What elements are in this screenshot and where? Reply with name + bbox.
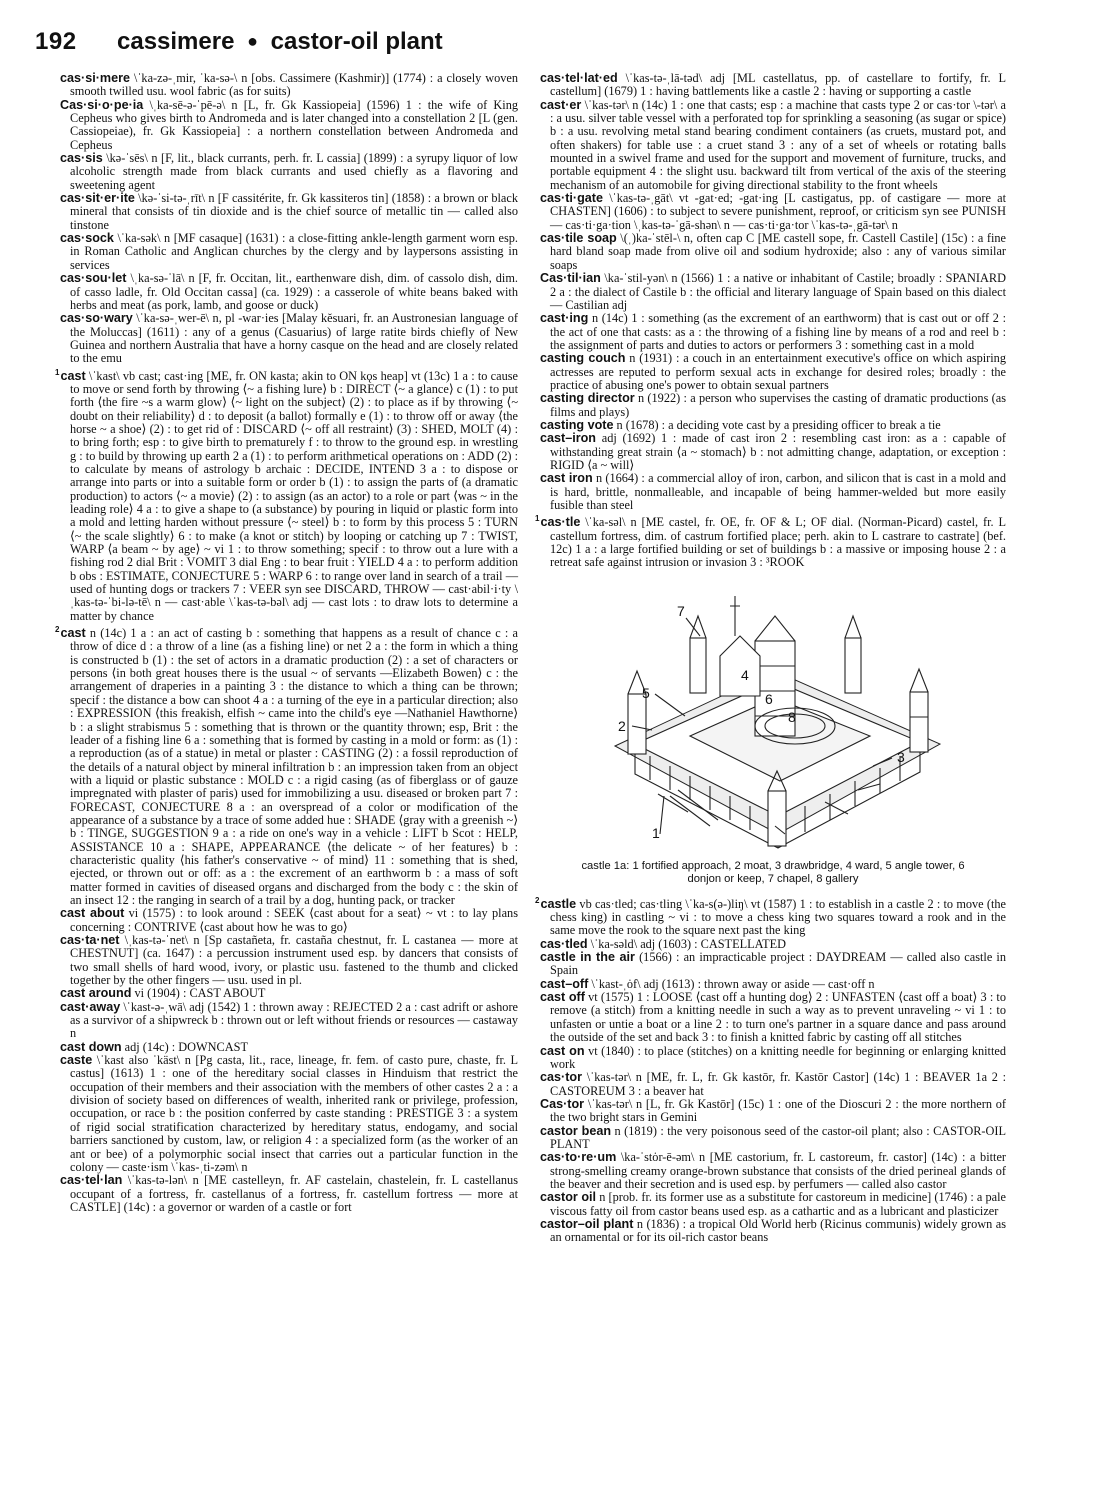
- entry-headword: cas·sock: [60, 231, 114, 246]
- dictionary-entry: [540, 272, 1006, 312]
- dictionary-entry: [540, 951, 1006, 978]
- entry-headword: cast–iron: [540, 431, 596, 446]
- entry-headword: cas·tel·lat·ed: [540, 71, 618, 85]
- entry-definition: \ˈka-sək\ n [MF casaque] (1631) : a close-fitting ankle-length garment worn esp. in Roman Catholic and Anglican churches by the clergy and by laypersons assisting in services: [70, 231, 518, 272]
- entry-headword: castle: [540, 896, 577, 911]
- figure-label-2: 2: [618, 717, 626, 734]
- dictionary-entry: [60, 934, 518, 987]
- entry-definition: n (1931) : a couch in an entertainment executive's office on which aspiring actresses are reputed to perform sexual acts in exchange for desired roles; broadly : the practice of abusing one's power to obtain sexual partners: [550, 351, 1006, 392]
- dictionary-entry: [540, 991, 1006, 1044]
- entry-definition: \ˈkast\ vb cast; cast·ing [ME, fr. ON kasta; akin to ON kǫs heap] vt (13c) 1 a : to cause to move or send forth by throwing ⟨~ a fishing lure⟩ b : DIRECT ⟨~ a glance⟩ c (1) : to put forth ⟨the fire ~s a warm glow⟩ ⟨~ light on the subject⟩ (2) : to place as if by throwing ⟨~ doubt on their reliability⟩ d : to deposit (a ballot) formally e (1) : to throw off or away ⟨the horse ~ a shoe⟩ (2) : to get rid of : DISCARD ⟨~ off all restraint⟩ (3) : SHED, MOLT (4) : to bring forth; esp : to give birth to prematurely f : to throw to the ground esp. in wrestling g : to build by throwing up earth 2 a (1) : to perform arithmetical operations on : ADD (2) : to calculate by means of astrology b archaic : DECIDE, INTEND 3 a : to dispose or arrange into parts or into a suitable form or order b (1) : to assign the parts of (a dramatic production) to actors ⟨~ a movie⟩ (2) : to assign (as an actor) to a role or part ⟨was ~ in the leading role⟩ 4 a : to give a shape to (a substance) by pouring in liquid or plastic form into a mold and letting harden without pressure ⟨~ steel⟩ b : to form by this process 5 : TURN ⟨~ the scale slightly⟩ 6 : to make (a knot or stitch) by looping or catching up 7 : TWIST, WARP ⟨a beam ~ by age⟩ ~ vi 1 : to throw something; specif : to throw out a lure with a fishing rod 2 dial Brit : VOMIT 3 dial Eng : to bear fruit : YIELD 4 a : to perform addition b obs : ESTIMATE, CONJECTURE 5 : WARP 6 : to range over land in search of a trail — used of hunting dogs or trackers 7 : VEER syn see DISCARD, THROW — cast·abil·i·ty \ˌkas-tə-ˈbi-lə-tē\ n — cast·able \ˈkas-tə-bəl\ adj — cast lots : to draw lots to determine a matter by chance: [70, 368, 518, 623]
- entry-headword: cast: [60, 368, 86, 383]
- dictionary-entry: [540, 1098, 1006, 1125]
- entry-headword: cas·so·wary: [60, 311, 133, 326]
- running-header: [35, 28, 1070, 68]
- dictionary-entry: [540, 419, 1006, 432]
- entry-headword: cas·tle: [540, 515, 581, 530]
- entry-definition: n (1922) : a person who supervises the casting of dramatic productions (as films and plays): [550, 391, 1006, 419]
- entry-headword: castor oil: [540, 1190, 597, 1205]
- homograph-number: 1: [535, 514, 540, 524]
- entry-headword: cas·ti·gate: [540, 191, 603, 206]
- entry-definition: \ˈkast-ə-ˌwā\ adj (1542) 1 : thrown away : REJECTED 2 a : cast adrift or ashore as a survivor of a shipwreck b : thrown out or left without friends or resources — castaway n: [70, 999, 518, 1041]
- entry-headword: castor bean: [540, 1123, 612, 1138]
- entry-definition: n (14c) 1 a : an act of casting b : something that happens as a result of chance c : a throw of dice d : a throw of a line (as a fishing line) or net 2 a : the form in which a thing is constructed b (1) : the set of actors in a dramatic production (2) : a set of characters or persons ⟨in both great houses there is the usual ~ of servants —Elizabeth Bowen⟩ c : the arrangement of draperies in a painting 3 : the distance to which a thing can be thrown; specif : the distance a bow can shoot 4 a : a turning of the eye in a particular direction; also : EXPRESSION ⟨this freakish, elfish ~ came into the child's eye —Nathaniel Hawthorne⟩ b : a slight strabismus 5 : something that is thrown or the quantity thrown; esp, Brit : the leader of a fishing line 6 a : something that is formed by casting in a mold or form: as (1) : a reproduction (as of a statue) in metal or plaster : CASTING (2) : a fossil reproduction of the details of a natural object by mineral infiltration b : an impression taken from an object with a liquid or plastic substance : MOLD c : a rigid casing (as of fiberglass or of gauze impregnated with plaster of paris) used for immobilizing a usu. diseased or broken part 7 : FORECAST, CONJECTURE 8 a : an overspread of a color or modification of the appearance of a substance by a trace of some added hue : SHADE ⟨gray with a greenish ~⟩ b : TINGE, SUGGESTION 9 a : a ride on one's way in a vehicle : LIFT b Scot : HELP, ASSISTANCE 10 a : SHAPE, APPEARANCE ⟨the delicate ~ of her features⟩ b : characteristic quality ⟨his father's conservative ~ of mind⟩ 11 : something that is shed, ejected, or thrown out or off: as a : the excrement of an earthworm b : a mass of soft matter formed in cavities of diseased organs and discharged from the body c : the skin of an insect 12 : the ranging in search of a trail by a dog, hunting pack, or tracker: [70, 626, 518, 907]
- entry-definition: \ˌka-sē-ə-ˈpē-ə\ n [L, fr. Gk Kassiopeia] (1596) 1 : the wife of King Cepheus who gives birth to Andromeda and is later changed into a constellation 2 [L (gen. Cassiopeiae), fr. Gk Kassiopeia] : a northern constellation between Andromeda and Cepheus: [70, 97, 518, 152]
- entry-headword: cas·ta·net: [60, 933, 120, 947]
- dictionary-entry: [540, 1125, 1006, 1152]
- entry-headword: castle in the air: [540, 950, 635, 965]
- entry-headword: cas·tor: [540, 1070, 582, 1085]
- entry-definition: \ˈka-sə-ˌwer-ē\ n, pl -war·ies [Malay kĕsuari, fr. an Austronesian language of the Moluccas] (1611) : any of a genus (Casuarius) of large ratite birds chiefly of New Guinea and northern Australia that have a horny casque on the head and are closely related to the emu: [70, 311, 518, 366]
- entry-headword: cas·sou·let: [60, 271, 127, 286]
- dictionary-entry: [60, 987, 518, 1000]
- right-column-bottom-entries: [535, 894, 1007, 1245]
- entry-headword: cas·tile soap: [540, 231, 617, 246]
- entry-headword: casting couch: [540, 351, 626, 366]
- entry-definition: \ˈkas-tə-ˌgāt\ vt -gat·ed; -gat·ing [L castigatus, pp. of castigare — more at CHASTEN] (1606) : to subject to severe punishment, reproof, or criticism syn see PUNISH — cas·ti·ga·tion \ˌkas-tə-ˈgā-shən\ n — cas·ti·ga·tor \ˈkas-tə-ˌgā-tər\ n: [550, 191, 1006, 232]
- figure-label-1: 1: [652, 824, 660, 841]
- entry-headword: cas·tled: [540, 936, 588, 951]
- entry-definition: n [prob. fr. its former use as a substitute for castoreum in medicine] (1746) : a pale viscous fatty oil from castor beans used esp. as a cathartic and as a lubricant and plasticizer: [550, 1190, 1006, 1218]
- entry-definition: \ˈkas-tər\ n [L, fr. Gk Kastōr] (15c) 1 : one of the Dioscuri 2 : the more northern of the two bright stars in Gemini: [550, 1096, 1006, 1125]
- dictionary-entry: [60, 99, 518, 152]
- figure-label-5: 5: [642, 684, 650, 701]
- dictionary-entry: [60, 312, 518, 365]
- dictionary-entry: [60, 272, 518, 312]
- entry-headword: Cas·tor: [540, 1096, 585, 1111]
- dictionary-entry: [540, 312, 1006, 352]
- entry-definition: \ˈkas-tər\ n (14c) 1 : one that casts; esp : a machine that casts type 2 or cas·tor \-tər\ a : a usu. silver table vessel with a perforated top for sprinkling a seasoning (as sugar or spice) b : a usu. revolving metal stand bearing condiment containers (as cruets, mustard pot, and often shakers) for table use : a cruet stand 3 : any of a set of wheels or rotating balls mounted in a swivel frame and used for the support and movement of furniture, trucks, and portable equipment 4 : the slight usu. backward tilt from vertical of the axis of the steering mechanism of an automobile for giving directional stability to the front wheels: [550, 97, 1006, 192]
- entry-definition: \kə-ˈsi-tə-ˌrīt\ n [F cassitérite, fr. Gk kassiteros tin] (1858) : a brown or black mineral that consists of tin dioxide and is the chief source of metallic tin — called also tinstone: [70, 191, 518, 232]
- castle-illustration: [540, 576, 1006, 858]
- entry-definition: \ˈkast-ˌȯf\ adj (1613) : thrown away or aside — cast·off n: [588, 976, 875, 991]
- left-column: [55, 71, 518, 1490]
- entry-definition: n (1819) : the very poisonous seed of the castor-oil plant; also : CASTOR-OIL PLANT: [550, 1123, 1006, 1151]
- entry-definition: vt (1575) 1 : LOOSE ⟨cast off a hunting dog⟩ 2 : UNFASTEN ⟨cast off a boat⟩ 3 : to remove (a stitch) from a knitting needle in such a way as to prevent unraveling ~ vi 1 : to unfasten or untie a boat or a line 2 : to turn one's partner in a square dance and pass around the outside of the set and back 3 : to finish a knitted fabric by casting off all stitches: [550, 990, 1006, 1045]
- entry-definition: \ˈka-zə-ˌmir, ˈka-sə-\ n [obs. Cassimere (Kashmir)] (1774) : a closely woven smooth twilled usu. wool fabric (as for suits): [70, 71, 518, 99]
- entry-headword: cast iron: [540, 471, 593, 486]
- guide-word-last: castor-oil plant: [270, 28, 443, 55]
- dictionary-entry: [540, 392, 1006, 419]
- entry-definition: \ˈkas-tə-ˌlā-təd\ adj [ML castellatus, pp. of castellare to fortify, fr. L castellum] (1679) 1 : having battlements like a castle 2 : having or supporting a castle: [550, 71, 1006, 99]
- entry-headword: cas·sis: [60, 151, 103, 166]
- entry-definition: vt (1840) : to place (stitches) on a knitting needle for beginning or enlarging knitted work: [550, 1043, 1006, 1071]
- dictionary-entry: [60, 1001, 518, 1041]
- entry-headword: casting director: [540, 391, 635, 406]
- right-column: [535, 71, 1007, 1490]
- figure-label-3: 3: [897, 748, 905, 765]
- dictionary-entry: [540, 99, 1006, 192]
- entry-definition: n (1836) : a tropical Old World herb (Ricinus communis) widely grown as an ornamental or for its oil-rich castor beans: [550, 1216, 1007, 1245]
- dictionary-entry: [60, 72, 518, 99]
- dictionary-entry: [55, 366, 518, 624]
- homograph-number: 2: [55, 625, 60, 635]
- figure-label-7: 7: [677, 602, 685, 619]
- entry-definition: (1566) : an impracticable project : DAYDREAM — called also castle in Spain: [550, 950, 1006, 978]
- entry-headword: cast·away: [60, 999, 121, 1014]
- entry-definition: \ˈka-səld\ adj (1603) : CASTELLATED: [587, 936, 787, 951]
- dictionary-entry: [60, 192, 518, 232]
- dictionary-entry: [540, 1191, 1006, 1218]
- dictionary-entry: [60, 1174, 518, 1214]
- homograph-number: 1: [55, 367, 60, 377]
- entry-headword: Cas·til·ian: [540, 271, 601, 286]
- right-column-top-entries: [535, 71, 1006, 570]
- entry-definition: adj (1692) 1 : made of cast iron 2 : resembling cast iron: as a : capable of withstanding great strain ⟨a ~ stomach⟩ b : not admitting change, adaptation, or exception : RIGID ⟨a ~ will⟩: [550, 431, 1006, 472]
- entry-definition: adj (14c) : DOWNCAST: [121, 1039, 248, 1054]
- entry-headword: cast–off: [540, 976, 589, 991]
- guide-word-first: cassimere: [117, 28, 235, 55]
- dictionary-entry: [55, 623, 518, 907]
- entry-definition: \ˌkas-tə-ˈnet\ n [Sp castañeta, fr. castaña chestnut, fr. L castanea — more at CHESTNUT] (ca. 1647) : a percussion instrument used esp. by dancers that consists of two small shells of hard wood, ivory, or plastic usu. fastened to the thumb and clicked together by the other fingers — usu. used in pl.: [70, 933, 518, 988]
- dictionary-entry: [60, 232, 518, 272]
- dictionary-entry: [540, 1045, 1006, 1072]
- entry-definition: n (1664) : a commercial alloy of iron, carbon, and silicon that is cast in a mold and is hard, brittle, nonmalleable, and incapable of being hammer-welded but more easily fusible than steel: [550, 471, 1006, 512]
- entry-headword: caste: [60, 1053, 93, 1068]
- figure-label-6: 6: [765, 690, 773, 707]
- entry-definition: \ˌka-sə-ˈlā\ n [F, fr. Occitan, lit., earthenware dish, dim. of cassolo dish, dim. of casso ladle, fr. Old Occitan cassa] (ca. 1929) : a casserole of white beans baked with herbs and meat (as pork, lamb, and goose or duck): [70, 271, 518, 312]
- dictionary-entry: [540, 978, 1006, 991]
- entry-definition: n (1678) : a deciding vote cast by a presiding officer to break a tie: [613, 417, 941, 432]
- entry-definition: \kə-ˈsēs\ n [F, lit., black currants, perh. fr. L cassia] (1899) : a syrupy liquor of low alcoholic strength made from black currants and used chiefly as a flavoring and sweetening agent: [70, 151, 518, 192]
- entry-headword: cast·er: [540, 97, 582, 112]
- castle-drawing: [540, 576, 1006, 858]
- entry-headword: Cas·si·o·pe·ia: [60, 97, 144, 112]
- guide-separator: ●: [247, 31, 258, 51]
- entry-headword: cast: [60, 626, 86, 641]
- entry-headword: casting vote: [540, 417, 614, 432]
- entry-definition: \ˈkast also ˈkäst\ n [Pg casta, lit., race, lineage, fr. fem. of casto pure, chaste, fr. L castus] (1613) 1 : one of the hereditary social classes in Hinduism that restrict the occupation of their members and their association with the members of other castes 2 a : a division of society based on differences of wealth, inherited rank or privilege, profession, occupation, or race b : the position conferred by caste standing : PRESTIGE 3 : a system of rigid social stratification characterized by hereditary status, endogamy, and social barriers sanctioned by custom, law, or religion 4 : a specialized form (as the worker of an ant or bee) of a polymorphic social insect that carries out a particular function in the colony — caste·ism \ˈkas-ˌti-zəm\ n: [70, 1053, 518, 1174]
- dictionary-entry: [60, 907, 518, 934]
- entry-headword: cast on: [540, 1043, 585, 1058]
- entry-headword: cast around: [60, 986, 132, 1001]
- page-number: 192: [35, 28, 77, 55]
- entry-definition: \ka-ˈstȯr-ē-əm\ n [ME castorium, fr. L castoreum, fr. castor] (14c) : a bitter strong-smelling creamy orange-brown substance that consists of the dried perineal glands of the beaver and their secretion and is used esp. by perfumers — called also castor: [550, 1150, 1006, 1191]
- dictionary-entry: [535, 894, 1006, 938]
- entry-headword: cas·sit·er·ite: [60, 191, 135, 206]
- entry-headword: cas·si·mere: [60, 71, 131, 85]
- entry-definition: \(ˌ)ka-ˈstēl-\ n, often cap C [ME castell sope, fr. Castell Castile] (15c) : a fine hard bland soap made from olive oil and sodium hydroxide; also : any of various similar soaps: [550, 231, 1006, 272]
- entry-headword: castor–oil plant: [540, 1216, 634, 1231]
- dictionary-entry: [540, 938, 1006, 951]
- figure-caption: castle 1a: 1 fortified approach, 2 moat, 3 drawbridge, 4 ward, 5 angle tower, 6 donjon or keep, 7 chapel, 8 gallery: [581, 859, 965, 885]
- entry-headword: cas·to·re·um: [540, 1150, 617, 1165]
- dictionary-entry: [60, 1041, 518, 1054]
- entry-headword: cast off: [540, 990, 585, 1005]
- entry-definition: \ˈkas-tə-lən\ n [ME castelleyn, fr. AF castelain, chastelein, fr. L castellanus occupant of a fortress, fr. castellanus of a fortress, fr. castellum fortress — more at CASTLE] (14c) : a governor or warden of a castle or fort: [70, 1173, 518, 1214]
- dictionary-entry: [60, 1054, 518, 1174]
- entry-definition: \ˈka-səl\ n [ME castel, fr. OE, fr. OF & L; OF dial. (Norman-Picard) castel, fr. L castellum fortress, dim. of castrum fortified place; perh. akin to L castrare to castrate] (bef. 12c) 1 a : a large fortified building or set of buildings b : a massive or imposing house 2 : a retreat safe against intrusion or invasion 3 : ³ROOK: [550, 515, 1006, 570]
- dictionary-entry: [540, 472, 1006, 512]
- entry-definition: vi (1904) : CAST ABOUT: [131, 986, 266, 1001]
- entry-headword: cast down: [60, 1039, 122, 1054]
- figure-label-4: 4: [741, 666, 749, 683]
- dictionary-entry: [540, 1151, 1006, 1191]
- dictionary-entry: [540, 352, 1006, 392]
- entry-definition: \ka-ˈstil-yən\ n (1566) 1 : a native or inhabitant of Castile; broadly : SPANIARD 2 a : the dialect of Castile b : the official and literary language of Spain based on this dialect — Castilian adj: [550, 271, 1006, 312]
- dictionary-entry: [540, 1071, 1006, 1098]
- dictionary-entry: [540, 1218, 1006, 1245]
- dictionary-entry: [540, 432, 1006, 472]
- dictionary-entry: [535, 512, 1006, 570]
- entry-definition: vb cas·tled; cas·tling \ˈka-s(ə-)liŋ\ vt (1587) 1 : to establish in a castle 2 : to move (the chess king) in castling ~ vi : to move a chess king two squares toward a rook and in the same move the rook to the square next past the king: [550, 896, 1006, 938]
- entry-definition: \ˈkas-tər\ n [ME, fr. L, fr. Gk kastōr, fr. Kastōr Castor] (14c) 1 : BEAVER 1a 2 : CASTOREUM 3 : a beaver hat: [550, 1070, 1006, 1098]
- entry-headword: cast·ing: [540, 311, 589, 326]
- figure-label-8: 8: [788, 708, 796, 725]
- dictionary-entry: [540, 232, 1006, 272]
- homograph-number: 2: [535, 895, 540, 905]
- entry-headword: cast about: [60, 906, 125, 921]
- entry-headword: cas·tel·lan: [60, 1173, 123, 1188]
- entry-definition: vi (1575) : to look around : SEEK ⟨cast about for a seat⟩ ~ vt : to lay plans concerning : CONTRIVE ⟨cast about how he was to go⟩: [70, 906, 518, 934]
- dictionary-entry: [540, 192, 1006, 232]
- entry-definition: n (14c) 1 : something (as the excrement of an earthworm) that is cast out or off 2 : the act of one that casts: as a : the throwing of a fishing line by means of a rod and reel b : the assignment of parts and duties to actors or performers 3 : something cast in a mold: [550, 311, 1006, 352]
- dictionary-entry: [60, 152, 518, 192]
- dictionary-entry: [540, 72, 1006, 99]
- guide-words: [117, 28, 443, 56]
